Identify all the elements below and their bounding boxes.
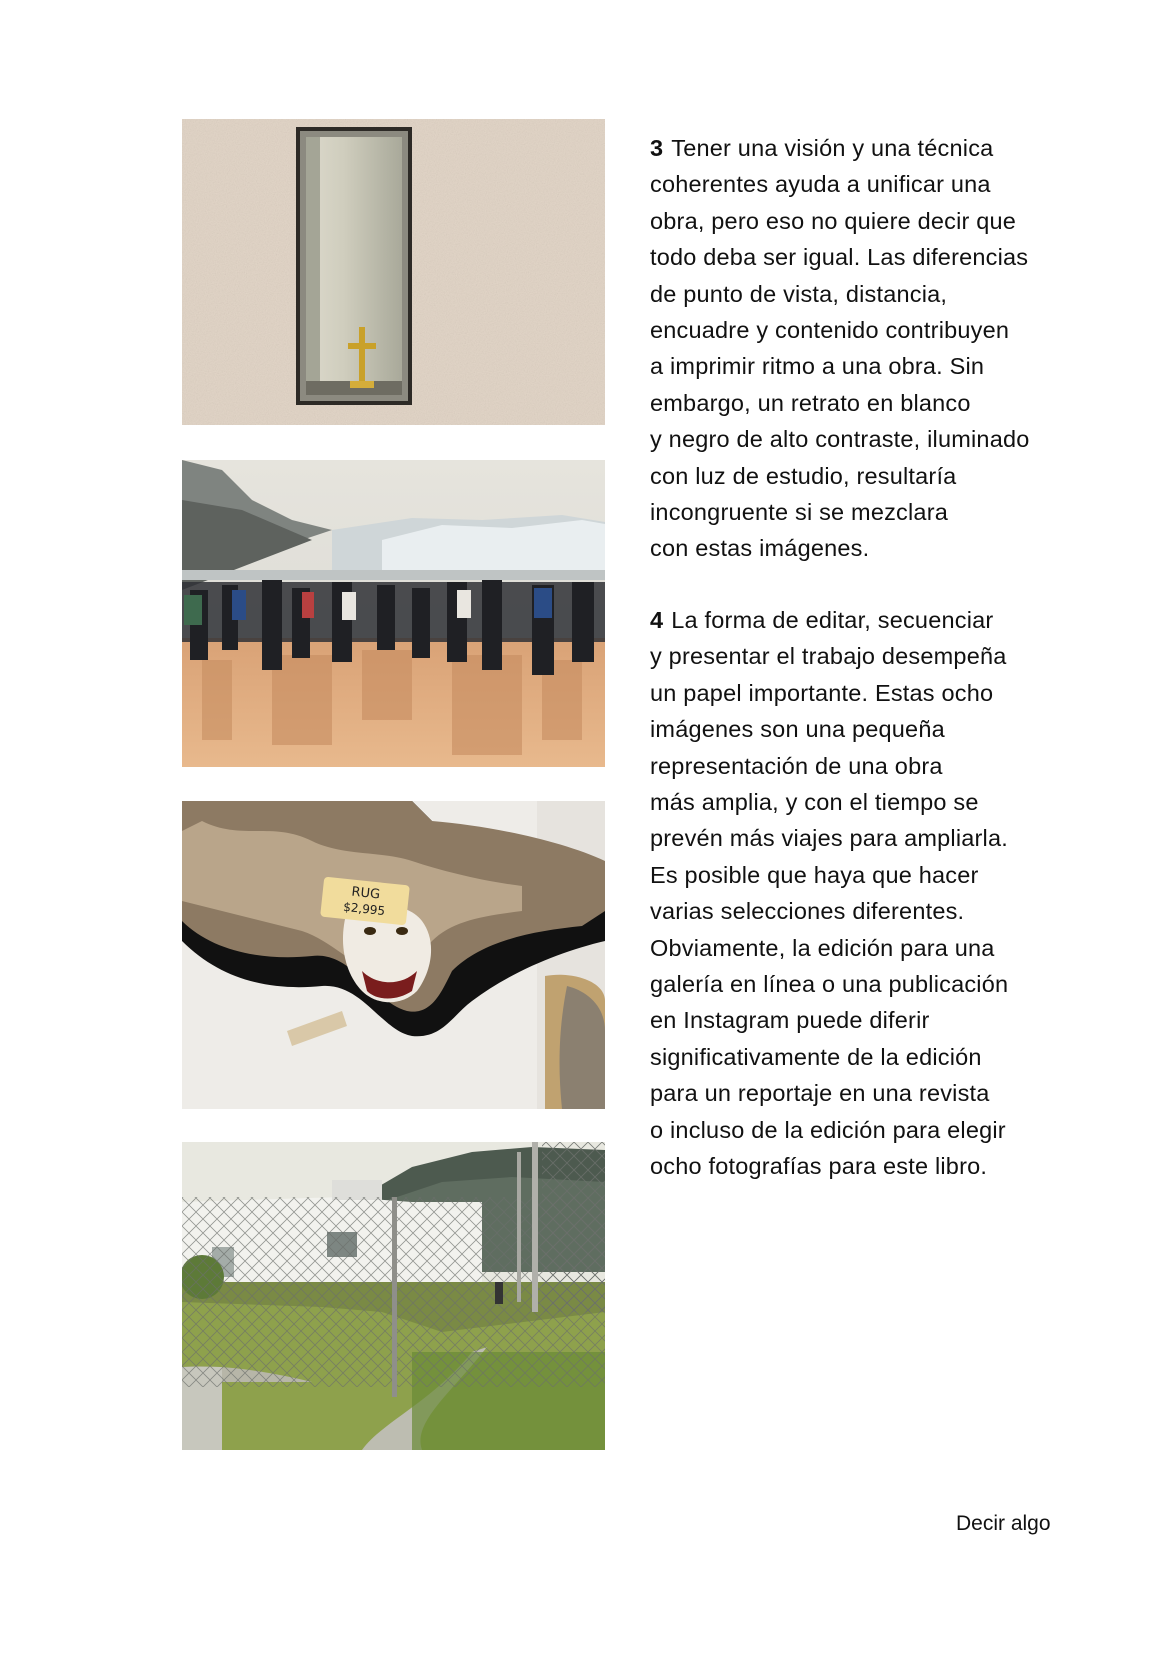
section-3-line: obra, pero eso no quiere decir que	[650, 207, 1017, 234]
window-cross-photo	[182, 119, 605, 425]
section-4-line: más amplia, y con el tiempo se	[650, 789, 979, 816]
section-4-line: ocho fotografías para este libro.	[650, 1153, 988, 1180]
section-4-line: en Instagram puede diferir	[650, 1007, 930, 1034]
section-4-line: varias selecciones diferentes.	[650, 898, 965, 925]
section-4-line: Obviamente, la edición para una	[650, 934, 995, 961]
section-4-line-text: La forma de editar, secuenciar	[671, 607, 994, 633]
section-4-line: imágenes son una pequeña	[650, 716, 945, 743]
section-4-paragraph	[650, 602, 1070, 1185]
section-4-number: 4	[650, 607, 664, 633]
section-3-number: 3	[650, 135, 664, 161]
section-4-line: galería en línea o una publicación	[650, 971, 1009, 998]
footer-book-title: Decir algo	[956, 1512, 1051, 1535]
price-tag-line-1: RUG	[350, 884, 381, 903]
section-3-line: con estas imágenes.	[650, 535, 870, 562]
section-4-line: prevén más viajes para ampliarla.	[650, 825, 1008, 852]
section-4-line: significativamente de la edición	[650, 1043, 982, 1070]
price-tag-line-2: $2,995	[342, 899, 386, 919]
wolf-pelt-photo	[182, 801, 605, 1109]
section-3-line: de punto de vista, distancia,	[650, 280, 948, 307]
section-4-line: un papel importante. Estas ocho	[650, 679, 994, 706]
section-3-line: encuadre y contenido contribuyen	[650, 317, 1010, 344]
fenced-building-photo	[182, 1142, 605, 1450]
section-4-line: para un reportaje en una revista	[650, 1080, 990, 1107]
section-3-line: incongruente si se mezclara	[650, 499, 948, 526]
section-3-line: coherentes ayuda a unificar una	[650, 171, 991, 198]
section-4-line: representación de una obra	[650, 752, 943, 779]
section-3-paragraph	[650, 130, 1070, 567]
section-4-line: o incluso de la edición para elegir	[650, 1116, 1006, 1143]
section-3-line: con luz de estudio, resultaría	[650, 462, 957, 489]
section-3-line: y negro de alto contraste, iluminado	[650, 426, 1030, 453]
glacier-crowd-photo	[182, 460, 605, 767]
section-3-line: embargo, un retrato en blanco	[650, 389, 971, 416]
section-3-line	[650, 130, 1070, 166]
section-4-line: y presentar el trabajo desempeña	[650, 643, 1007, 670]
section-3-line: a imprimir ritmo a una obra. Sin	[650, 353, 985, 380]
section-4-line: Es posible que haya que hacer	[650, 861, 979, 888]
section-4-line	[650, 602, 1070, 638]
section-3-line: todo deba ser igual. Las diferencias	[650, 244, 1029, 271]
section-3-line-text: Tener una visión y una técnica	[671, 135, 994, 161]
